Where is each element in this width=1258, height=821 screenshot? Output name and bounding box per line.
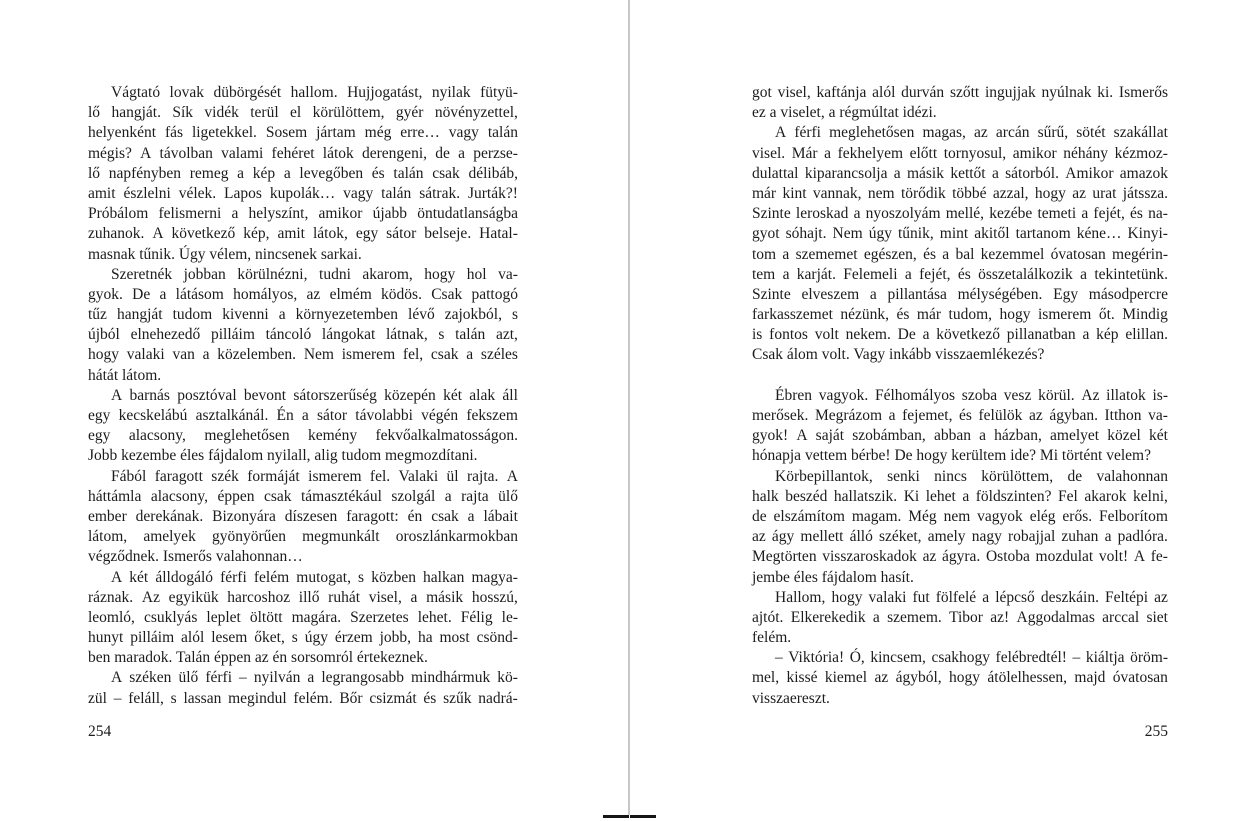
text-line: Szinte leroskad a nyoszolyám mellé, kezébe temeti a fejét, és na- bbox=[752, 205, 1168, 223]
text-line: Hallom, hogy valaki fut fölfelé a lépcső deszkáin. Feltépi az bbox=[775, 588, 1168, 606]
text-line: hátát látom. bbox=[88, 366, 162, 384]
page-right-text-column bbox=[752, 83, 1168, 709]
text-line: az ágy mellett álló széket, amely nagy robajjal zuhan a padlóra. bbox=[752, 528, 1168, 546]
text-line: ez a viselet, a régmúltat idézi. bbox=[752, 104, 937, 122]
text-line: Ébren vagyok. Félhomályos szoba vesz körül. Az illatok is- bbox=[775, 386, 1168, 404]
text-line: Csak álom volt. Vagy inkább visszaemlékezés? bbox=[752, 346, 1045, 364]
text-line: gyot sóhajt. Nem úgy tűnik, mint akitől tartanom kéne… Kinyi- bbox=[752, 225, 1168, 243]
text-line: Fából faragott szék formáját ismerem fel. Valaki ül rajta. A bbox=[111, 467, 518, 485]
text-line: Megtörten visszaroskadok az ágyra. Ostoba mozdulat volt! A fe- bbox=[752, 548, 1168, 566]
text-line: hónapja vettem bérbe! De hogy kerültem ide? Mi történt velem? bbox=[752, 447, 1151, 465]
text-line: Szinte elveszem a pillantása mélységében. Egy másodpercre bbox=[752, 285, 1168, 303]
paragraph bbox=[752, 83, 1168, 123]
page-number-right: 255 bbox=[1144, 723, 1168, 740]
text-line: egy kecskelábú asztalkánál. Én a sátor távolabbi végén fekszem bbox=[88, 407, 518, 424]
text-line: tem a karját. Felemeli a fejét, és összetalálkozik a tekintetünk. bbox=[752, 265, 1168, 283]
paragraph bbox=[752, 467, 1168, 588]
paragraph bbox=[88, 668, 518, 708]
text-line: Körbepillantok, senki nincs körülöttem, de valahonnan bbox=[775, 467, 1168, 485]
text-line: lő hangját. Sík vidék terül el körülöttem, gyér növényzettel, bbox=[88, 104, 518, 122]
paragraph bbox=[752, 588, 1168, 649]
text-line: ben maradok. Talán éppen az én sorsomról értekeznek. bbox=[88, 649, 428, 667]
text-line: mégis? A távolban valami fehéret látok derengeni, de a perzse- bbox=[88, 144, 518, 162]
text-line: hogy valaki van a közelemben. Nem ismerem fel, csak a széles bbox=[88, 346, 518, 364]
text-line: tűz hangját tudom kivenni a környezetemben lévő zajokból, s bbox=[88, 306, 518, 324]
text-line: A barnás posztóval bevont sátorszerűség közepén két alak áll bbox=[111, 386, 518, 404]
text-line: látom, amelyek gyönyörűen megmunkált oroszlánkarmokban bbox=[88, 528, 518, 546]
text-line: lő napfényben remeg a kép a levegőben és talán csak délibáb, bbox=[88, 164, 518, 182]
text-line: Szeretnék jobban körülnézni, tudni akarom, hogy hol va- bbox=[111, 265, 518, 283]
text-line: visel. Már a fekhelyem előtt tornyosul, amikor néhány kézmoz- bbox=[752, 144, 1168, 162]
paragraph bbox=[88, 83, 518, 265]
text-line: A széken ülő férfi – nyilván a legrangosabb mindhármuk kö- bbox=[111, 669, 518, 687]
text-line: hunyt pilláim alól lesem őket, s úgy érzem jobb, ha most csönd- bbox=[88, 629, 518, 647]
binding-mark-left bbox=[603, 815, 629, 818]
text-line: végződnek. Ismerős valahonnan… bbox=[88, 548, 303, 566]
paragraph bbox=[752, 386, 1168, 467]
text-line: jembe éles fájdalom hasít. bbox=[752, 568, 914, 586]
page-number-left: 254 bbox=[88, 723, 112, 740]
text-line: zuhanok. A következő kép, amit látok, egy sátor belseje. Hatal- bbox=[88, 225, 518, 243]
text-line: gyok. De a látásom homályos, az elmém ködös. Csak pattogó bbox=[88, 285, 518, 303]
text-line: már kint vannak, nem törődik többé azzal, hogy az urat játssza. bbox=[752, 184, 1168, 202]
text-line: amit észlelni vélek. Lapos kupolák… vagy talán sátrak. Jurták?! bbox=[88, 184, 518, 202]
text-line: gyok! A saját szobámban, abban a házban, amelyet közel két bbox=[752, 427, 1168, 445]
text-line: merősek. Megrázom a fejemet, és felülök az ágyban. Itthon va- bbox=[752, 407, 1168, 424]
text-line: farkasszemet nézünk, és már tudom, hogy ismerem őt. Mindig bbox=[752, 306, 1168, 324]
text-line: Vágtató lovak dübörgését hallom. Hujjogatást, nyilak fütyü- bbox=[111, 84, 518, 101]
text-line: mel, kissé kiemel az ágyból, hogy átölelhessen, majd óvatosan bbox=[752, 669, 1168, 687]
text-line: felém. bbox=[752, 629, 792, 647]
text-line: helyenként fás ligetekkel. Sosem jártam még erre… vagy talán bbox=[88, 124, 518, 142]
text-line: újból elnehezedő pilláim táncoló lángokat látnak, s talán azt, bbox=[88, 326, 518, 344]
text-line: – Viktória! Ó, kincsem, csakhogy felébredtél! – kiáltja öröm- bbox=[775, 649, 1168, 667]
text-line: de elszámítom magam. Még nem vagyok elég erős. Felborítom bbox=[752, 507, 1168, 525]
paragraph bbox=[752, 123, 1168, 365]
text-line: egy alacsony, meglehetősen kemény fekvőalkalmatosságon. bbox=[88, 427, 518, 445]
page-left-text-column bbox=[88, 83, 518, 709]
text-line: visszaereszt. bbox=[752, 689, 830, 707]
text-line: halk beszéd hallatszik. Ki lehet a földszinten? Fel akarok kelni, bbox=[752, 487, 1168, 505]
text-line: A két álldogáló férfi felém mutogat, s közben halkan magya- bbox=[111, 568, 518, 586]
text-line: háttámla alacsony, éppen csak támasztékául szolgál a rajta ülő bbox=[88, 487, 518, 505]
text-line: masnak tűnik. Úgy vélem, nincsenek sarkai. bbox=[88, 245, 362, 263]
text-line: tom a szememet egészen, és a bal kezemmel óvatosan megérin- bbox=[752, 245, 1168, 263]
text-line: ráznak. Az egyikük harcoshoz illő ruhát visel, a másik hosszú, bbox=[88, 588, 518, 606]
text-line: dulattal kiparancsolja a másik kettőt a sátorból. Amikor amazok bbox=[752, 164, 1168, 182]
text-line: A férfi meglehetősen magas, az arcán sűrű, sötét szakállat bbox=[775, 124, 1168, 142]
text-line: ajtót. Elkerekedik a szemem. Tibor az! Aggodalmas arccal siet bbox=[752, 608, 1168, 626]
text-line: is fontos volt nekem. De a következő pillanatban a kép elillan. bbox=[752, 326, 1168, 344]
text-line: zül – feláll, s lassan megindul felém. Bőr csizmát és szűk nadrá- bbox=[88, 689, 518, 707]
spread-divider-line bbox=[628, 0, 630, 815]
text-line: Jobb kezembe éles fájdalom nyilall, alig tudom megmozdítani. bbox=[88, 447, 478, 465]
text-line: ember derekának. Bizonyára díszesen faragott: én csak a lábait bbox=[88, 507, 518, 525]
paragraph bbox=[88, 386, 518, 467]
paragraph bbox=[88, 467, 518, 568]
binding-mark-right bbox=[630, 815, 656, 818]
text-line: Próbálom felismerni a helyszínt, amikor újabb öntudatlanságba bbox=[88, 205, 518, 223]
text-line: leomló, csuklyás leplet öltött magára. Szerzetes lehet. Félig le- bbox=[88, 608, 518, 626]
text-line: got visel, kaftánja alól durván szőtt ingujjak nyúlnak ki. Ismerős bbox=[752, 84, 1168, 101]
paragraph bbox=[88, 568, 518, 669]
paragraph bbox=[88, 265, 518, 386]
paragraph bbox=[752, 648, 1168, 709]
